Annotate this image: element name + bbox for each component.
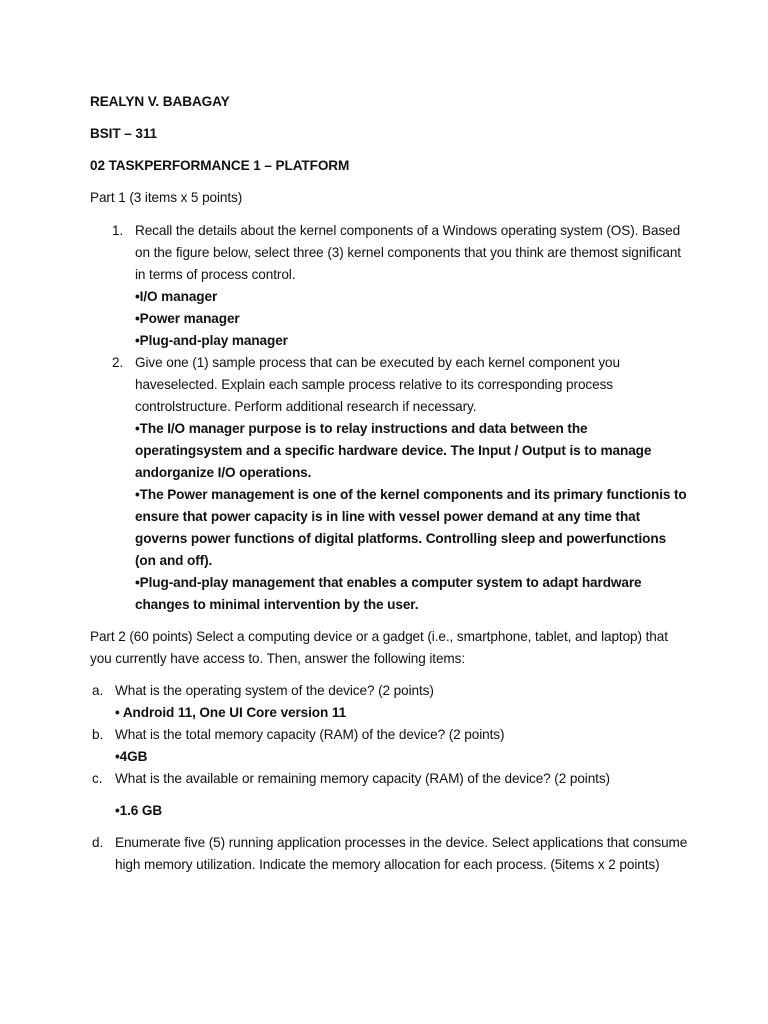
question-text: What is the total memory capacity (RAM) of the device? (2 points) <box>115 727 505 742</box>
task-title: 02 TASKPERFORMANCE 1 – PLATFORM <box>90 158 350 173</box>
part2-list <box>90 680 690 876</box>
list-marker: d. <box>92 835 104 850</box>
list-marker: a. <box>92 683 104 698</box>
student-name: REALYN V. BABAGAY <box>90 94 230 109</box>
question-text: What is the operating system of the device? (2 points) <box>115 683 434 698</box>
part2-item-b <box>90 724 690 768</box>
answer-text: •Plug-and-play management that enables a computer system to adapt hardware changes to minimal intervention by the user. <box>135 575 642 612</box>
answer-text: • Android 11, One UI Core version 11 <box>115 705 347 720</box>
list-marker: 1. <box>112 223 124 238</box>
part2-item-c <box>90 768 690 822</box>
part2-item-a <box>90 680 690 724</box>
student-section: BSIT – 311 <box>90 126 158 141</box>
list-marker: 2. <box>112 355 124 370</box>
answer-text: •I/O manager <box>135 289 218 304</box>
list-marker: b. <box>92 727 104 742</box>
answer-text: •The I/O manager purpose is to relay instructions and data between the operatingsystem and a specific hardware device. The Input / Output is to manage andorganize I/O operations. <box>135 421 652 480</box>
answer-text: •4GB <box>115 749 148 764</box>
list-marker: c. <box>92 771 103 786</box>
part1-title: Part 1 (3 items x 5 points) <box>90 190 243 205</box>
part1-item-1 <box>90 220 690 352</box>
part2-item-d <box>90 832 690 876</box>
part2-title: Part 2 (60 points) Select a computing device or a gadget (i.e., smartphone, tablet, and laptop) that you currently have access to. Then, answer the following items: <box>90 629 668 666</box>
answer-text: •Power manager <box>135 311 240 326</box>
question-text: Enumerate five (5) running application processes in the device. Select applications that consume high memory utilization. Indicate the memory allocation for each process. (5items x 2 points) <box>115 835 688 872</box>
question-text: Give one (1) sample process that can be executed by each kernel component you haveselected. Explain each sample process relative to its corresponding process controlstructure. Perform additional research if necessary. <box>135 355 620 414</box>
part1-list <box>90 220 690 616</box>
question-text: What is the available or remaining memory capacity (RAM) of the device? (2 points) <box>115 771 610 786</box>
answer-text: •1.6 GB <box>115 803 163 818</box>
question-text: Recall the details about the kernel components of a Windows operating system (OS). Based on the figure below, select three (3) kernel components that you think are themost significant in terms of process control. <box>135 223 681 282</box>
answer-text: •The Power management is one of the kernel components and its primary functionis to ensure that power capacity is in line with vessel power demand at any time that governs power functions of digital platforms. Controlling sleep and powerfunctions (on and off). <box>135 487 687 568</box>
part1-item-2 <box>90 352 690 616</box>
document-page <box>90 93 690 876</box>
answer-text: •Plug-and-play manager <box>135 333 288 348</box>
